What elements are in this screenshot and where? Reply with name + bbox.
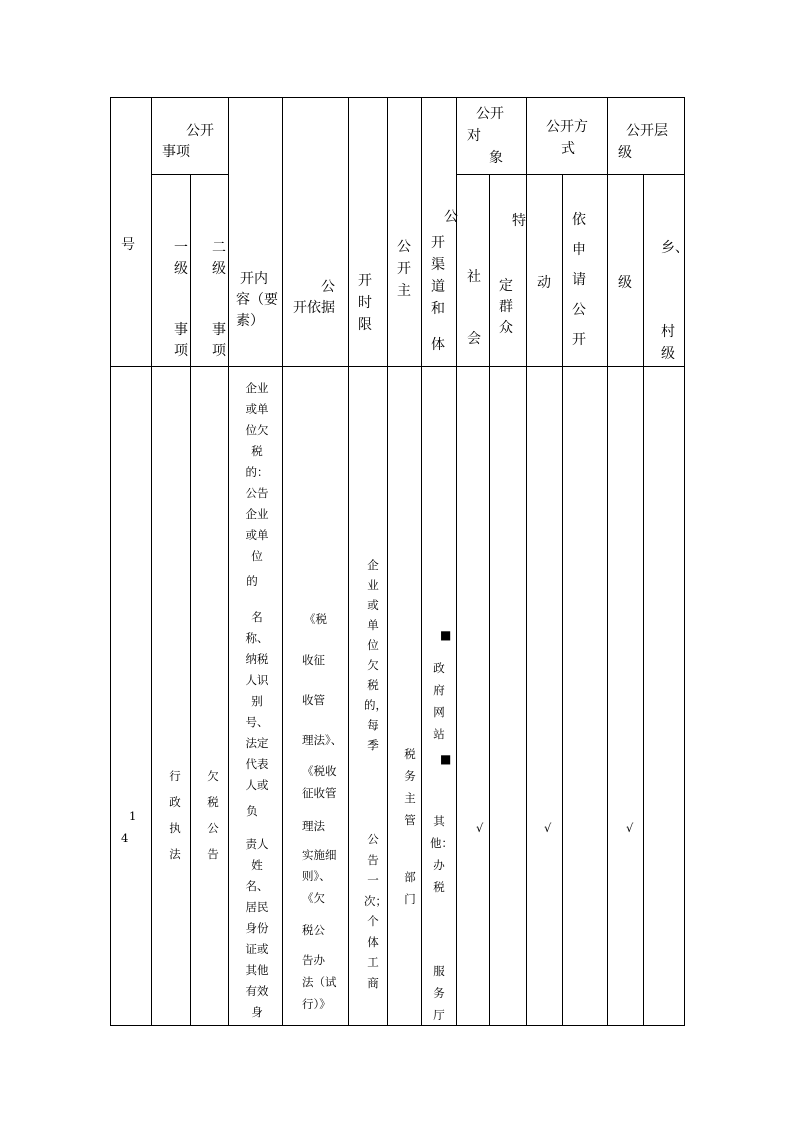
row-subject-1: 税务主管: [404, 747, 416, 827]
header-subject: 公开主: [397, 239, 411, 299]
row-basis-14: 行）》: [302, 997, 331, 1011]
row-channel-2: 其他：办税: [430, 814, 453, 894]
row-time-2: 公告一次；个体工商: [364, 832, 387, 990]
grid-line: [643, 174, 644, 1026]
grid-line: [151, 97, 152, 1026]
bullet-square-icon: ■: [440, 628, 452, 642]
check-society: √: [476, 821, 484, 835]
row-content-3: 名称、纳税人识别号、法定代表人或: [245, 610, 269, 792]
header-level2-b: 事项: [212, 322, 226, 359]
check-county: √: [626, 821, 634, 835]
row-basis-6: 征收管: [302, 786, 337, 800]
header-level-county: 级: [618, 275, 632, 291]
header-method-a: 公开方: [546, 119, 588, 135]
row-basis-3: 收管: [302, 693, 325, 707]
row-basis-12: 告办: [302, 953, 325, 967]
row-basis-4: 理法》、: [302, 733, 343, 747]
header-level1-a: 一级: [174, 240, 188, 277]
header-content-b: 容（要: [236, 292, 278, 308]
grid-line: [228, 97, 229, 1026]
bullet-square-icon: ■: [440, 752, 452, 766]
row-time-1: 企业或单位欠税的，每季: [364, 558, 387, 752]
header-target-specific-b: 定群众: [499, 278, 513, 336]
row-basis-7: 理法: [302, 819, 325, 833]
row-seq-b: 4: [121, 831, 129, 845]
header-target-a: 公开: [476, 106, 504, 122]
row-basis-13: 法（试: [302, 975, 337, 989]
row-level2: 欠税公告: [207, 769, 219, 861]
check-active: √: [544, 821, 552, 835]
grid-line: [526, 97, 527, 1026]
grid-line: [489, 174, 490, 1026]
row-basis-1: 《税: [304, 612, 327, 626]
grid-line: [348, 97, 349, 1026]
row-basis-10: 《欠: [302, 891, 325, 905]
header-basis-a: 公: [321, 279, 335, 295]
grid-line: [282, 97, 283, 1026]
row-content-1: 企业或单位欠税的：公告企业或单位: [245, 381, 269, 563]
row-subject-2: 部门: [404, 870, 416, 906]
header-target-c: 象: [489, 150, 503, 166]
header-time: 开时限: [358, 273, 372, 333]
row-basis-5: 《税收: [302, 764, 337, 778]
row-content-2: 的: [246, 574, 258, 588]
row-level1: 行政执法: [169, 769, 181, 861]
header-content-c: 素）: [236, 313, 264, 329]
grid-line: [456, 97, 457, 1026]
header-level-town-a: 乡、: [661, 240, 689, 256]
row-basis-2: 收征: [302, 653, 325, 667]
header-method-active: 动: [537, 275, 551, 291]
header-method-b: 式: [561, 141, 575, 157]
header-channel-a: 公: [444, 209, 458, 225]
grid-line: [456, 174, 685, 175]
header-method-request: 依申请公开: [572, 212, 586, 348]
grid-line: [151, 174, 228, 175]
header-basis-b: 开依据: [293, 300, 335, 316]
header-target-b: 对: [467, 128, 481, 144]
row-channel-1: 政府网站: [433, 661, 445, 741]
row-seq-a: 1: [129, 809, 137, 823]
header-channel-b: 开渠道和: [431, 235, 445, 317]
header-level2-a: 二级: [212, 240, 226, 277]
header-level-b: 级: [618, 145, 632, 161]
header-target-society: 社会: [467, 269, 481, 347]
grid-line: [110, 366, 685, 367]
header-level1-b: 事项: [174, 322, 188, 359]
header-content-a: 开内: [240, 271, 268, 287]
row-channel-3: 服务厅: [433, 964, 445, 1022]
header-matter-line1: 公开: [186, 123, 214, 139]
header-target-specific-a: 特: [512, 213, 526, 229]
grid-line: [421, 97, 422, 1026]
header-channel-c: 体: [431, 337, 445, 353]
row-content-4: 负: [246, 804, 258, 818]
row-content-5: 责人姓名、居民身份证或其他有效身: [245, 837, 269, 1019]
row-basis-8: 实施细: [302, 848, 337, 862]
grid-line: [562, 174, 563, 1026]
grid-line: [190, 174, 191, 1026]
grid-line: [607, 97, 608, 1026]
row-basis-9: 则》、: [302, 869, 331, 883]
header-level-town-b: 村级: [661, 324, 675, 362]
header-level-a: 公开层: [626, 123, 668, 139]
header-matter-line2: 事项: [162, 144, 190, 160]
row-basis-11: 税公: [302, 923, 325, 937]
grid-line: [387, 97, 388, 1026]
header-seq: 号: [121, 237, 135, 253]
